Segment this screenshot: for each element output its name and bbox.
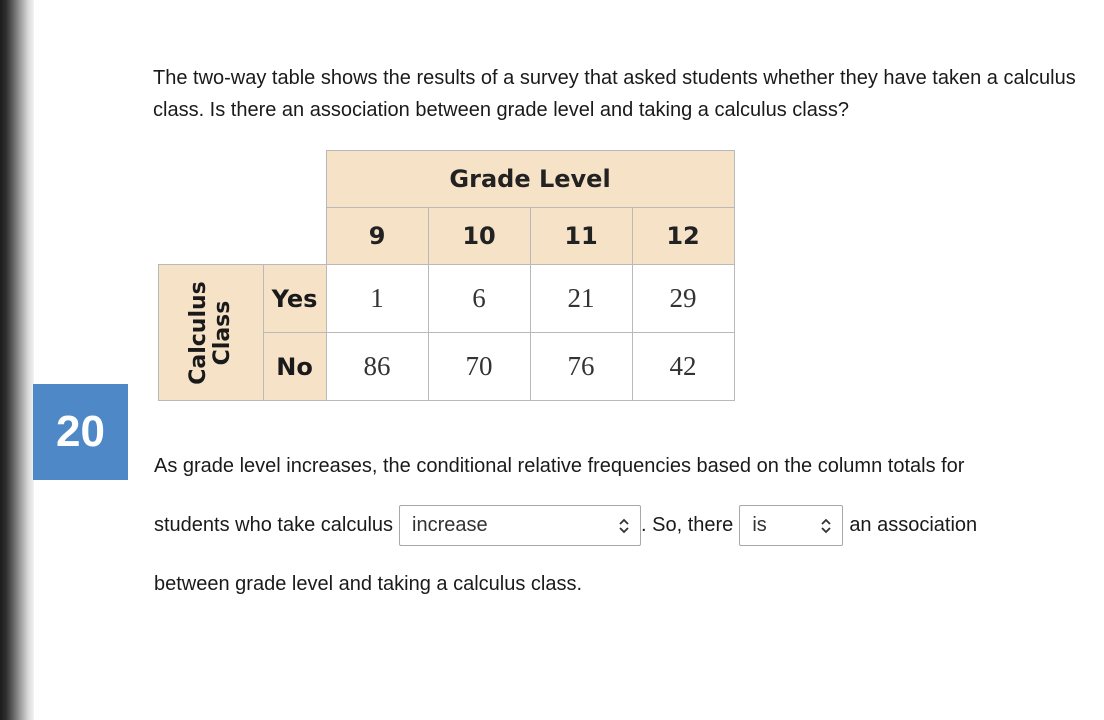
table-cell: 1 xyxy=(326,265,428,333)
column-header-12: 12 xyxy=(632,208,734,265)
table-cell: 29 xyxy=(632,265,734,333)
table-cell: 86 xyxy=(326,333,428,401)
answer-line-2 xyxy=(154,505,977,546)
association-select-value: is xyxy=(752,514,767,536)
table-cell: 70 xyxy=(428,333,530,401)
chevron-up-down-icon xyxy=(618,518,630,534)
calculus-label: Calculus xyxy=(185,280,211,385)
calculus-class-label xyxy=(187,281,235,385)
answer-text-prefix: students who take calculus xyxy=(154,514,394,536)
column-header-11: 11 xyxy=(530,208,632,265)
class-label: Class xyxy=(209,300,235,365)
table-corner-blank xyxy=(159,151,327,265)
trend-select-value: increase xyxy=(412,514,488,536)
chevron-up-down-icon xyxy=(820,518,832,534)
answer-text-suffix: an association xyxy=(849,514,978,536)
two-way-table xyxy=(158,150,735,401)
table-cell: 76 xyxy=(530,333,632,401)
row-label-no: No xyxy=(263,333,326,401)
window-left-edge xyxy=(0,0,34,720)
association-select[interactable] xyxy=(739,505,843,546)
question-number-badge: 20 xyxy=(33,384,128,480)
table-cell: 42 xyxy=(632,333,734,401)
calculus-class-header xyxy=(159,265,264,401)
answer-line-3 xyxy=(154,573,582,596)
row-label-yes: Yes xyxy=(263,265,326,333)
grade-level-header: Grade Level xyxy=(326,151,734,208)
table-cell: 6 xyxy=(428,265,530,333)
column-header-10: 10 xyxy=(428,208,530,265)
answer-text-line1: As grade level increases, the conditional relative frequencies based on the column totals for xyxy=(154,455,965,477)
answer-text-line3: between grade level and taking a calculus class. xyxy=(154,573,583,595)
answer-text-middle: . So, there xyxy=(641,514,734,536)
column-header-9: 9 xyxy=(326,208,428,265)
question-prompt: The two-way table shows the results of a survey that asked students whether they have taken a calculus class. Is there an association between grade level and taking a calculus class? xyxy=(153,67,1076,121)
table-cell: 21 xyxy=(530,265,632,333)
trend-select[interactable] xyxy=(399,505,641,546)
answer-line-1 xyxy=(154,455,964,478)
